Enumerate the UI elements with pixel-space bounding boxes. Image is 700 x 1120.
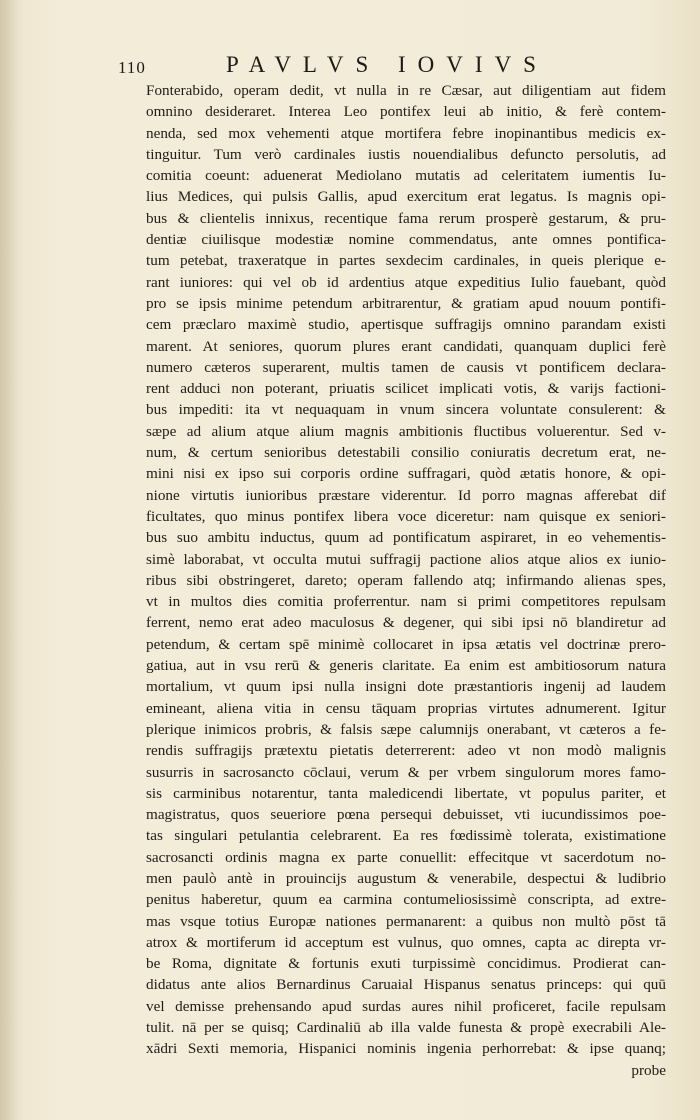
text-line: atrox & mortiferum id acceptum est vulnus, quo omnes, capta ac direpta vr- [146, 933, 666, 951]
text-line: emineant, aliena vitia in censu tāquam proprias virtutes adnumerent. Igitur [146, 699, 666, 717]
text-line: mas vsque totius Europæ nationes permanarent: a quibus non multò pōst tā [146, 912, 666, 930]
page-header [118, 50, 618, 82]
text-line: be Roma, dignitate & fortunis exuti turpissimè concidimus. Prodierat can- [146, 955, 666, 973]
main-text-block [146, 80, 666, 1081]
text-line: lius Medices, qui pulsis Gallis, apud exercitum erat legatus. Is magnis opi- [146, 188, 666, 206]
page-number: 110 [118, 58, 146, 77]
text-line: mortalium, vt quum ipsi nulla insigni dote præstantioris ingenij ad laudem [146, 678, 666, 696]
text-line: comitia coeunt: aduenerat Mediolano mutatis ad celeritatem iumentis Iu- [146, 167, 666, 185]
text-line: xādri Sexti memoria, Hispanici nominis ingenia perhorrebat: & ipse quanq; [146, 1040, 666, 1058]
text-line: vel demisse prehensando apud surdas aures nihil proficeret, facile repulsam [146, 997, 666, 1015]
text-line: tum petebat, traxeratque in partes sexdecim cardinales, in queis plerique e- [146, 252, 666, 270]
text-line: gatiua, aut in vsu rerū & generis claritate. Ea enim est ambitiosorum natura [146, 657, 666, 675]
text-line: tulit. nā per se quisq; Cardinaliū ab illa valde funesta & propè execrabili Ale- [146, 1019, 666, 1037]
text-line: plerique inimicos probris, & falsis sæpe calumnijs onerabant, vt cæteros a fe- [146, 720, 666, 738]
text-line: rendis suffragijs prætextu pietatis deterrerent: adeo vt non modò malignis [146, 742, 666, 760]
text-line: tas singulari petulantia celebrarent. Ea res fœdissimè tolerata, existimatione [146, 827, 666, 845]
text-line: bus impediti: ita vt nequaquam in vnum sincera voluntate consulerent: & [146, 401, 666, 419]
text-line: cem præclaro maximè studio, apertisque suffragijs omnino parandam existi [146, 316, 666, 334]
text-line: simè laborabat, vt occulta mutui suffragij pactione alios atque alios ex iunio- [146, 550, 666, 568]
gutter-shadow [0, 0, 24, 1120]
text-line: num, & certum senioribus detestabili consilio coniuratis decretum erat, ne- [146, 444, 666, 462]
text-line: numero cæteros superarent, multis tamen de causis vt pontificem declara- [146, 358, 666, 376]
text-line: dentiæ ciuilisque modestiæ nomine commendatus, ante omnes pontifica- [146, 231, 666, 249]
text-line: ribus sibi obstringeret, dareto; operam fallendo atq; infirmando alienas spes, [146, 571, 666, 589]
text-line: pro se ipsis minime petendum arbitrarentur, & gratiam apud nouum pontifi- [146, 294, 666, 312]
text-line: tinguitur. Tum verò cardinales iustis nouendialibus defuncto persolutis, ad [146, 145, 666, 163]
text-line: bus suo ambitu inductus, quum ad pontificatum aspiraret, in eo vehementis- [146, 529, 666, 547]
text-line: penitus haberetur, quum ea carmina contumeliosissimè conscripta, ad extre- [146, 891, 666, 909]
text-line: ficultates, quo minus pontifex libera voce diceretur: nam quisque ex seniori- [146, 507, 666, 525]
text-line: men paulò antè in prouincijs augustum & venerabile, despectui & ludibrio [146, 869, 666, 887]
text-line: mini nisi ex ipso sui corporis ordine suffragari, quòd ætatis honore, & opi- [146, 465, 666, 483]
text-line: bus & clientelis innixus, recentique fama rerum prosperè gestarum, & pru- [146, 209, 666, 227]
text-line: nenda, sed mox vehementi atque mortifera febre inopinantibus medicis ex- [146, 124, 666, 142]
text-line: Fonterabido, operam dedit, vt nulla in re Cæsar, aut diligentiam aut fidem [146, 82, 666, 99]
text-line: rent adduci non poterant, priuatis scilicet implicati votis, & varijs factioni- [146, 380, 666, 398]
text-line: vt in multos dies comitia proferrentur. nam si primi competitores repulsam [146, 593, 666, 611]
text-line: marent. At seniores, quorum plures erant candidati, quanquam duplici ferè [146, 337, 666, 355]
text-line: omnino desideraret. Interea Leo pontifex leui ab initio, & ferè contem- [146, 103, 666, 121]
catchword: probe [631, 1061, 666, 1079]
text-line: magistratus, quos seueriore pœna persequi debuisset, vti iucundissimos poe- [146, 806, 666, 824]
text-line: rant iuniores: qui vel ob id ardentius atque expeditius Iulio fauebant, quòd [146, 273, 666, 291]
text-line: sis carminibus notarentur, tanta maledicendi libertate, vt populus pariter, et [146, 784, 666, 802]
text-line: ferrent, nemo erat adeo maculosus & degener, qui sibi ipsi nō blandiretur ad [146, 614, 666, 632]
text-line: didatus ante alios Bernardinus Caruaial Hispanus senatus princeps: qui quū [146, 976, 666, 994]
text-line: susurris in sacrosancto cōclaui, verum & per vrbem singulorum mores famo- [146, 763, 666, 781]
text-line: sacrosancti ordinis magna ex parte conuellit: effecitque vt sacerdotum no- [146, 848, 666, 866]
text-line: petendum, & certam spē minimè collocaret in ipsa ætatis vel doctrinæ prero- [146, 635, 666, 653]
running-title: PAVLVS IOVIVS [226, 52, 548, 77]
text-line: sæpe ad alium atque alium magnis ambitionis fluctibus voluerentur. Sed v- [146, 422, 666, 440]
text-line: nione virtutis iunioribus præstare viderentur. Id porro magnas afferebat dif [146, 486, 666, 504]
